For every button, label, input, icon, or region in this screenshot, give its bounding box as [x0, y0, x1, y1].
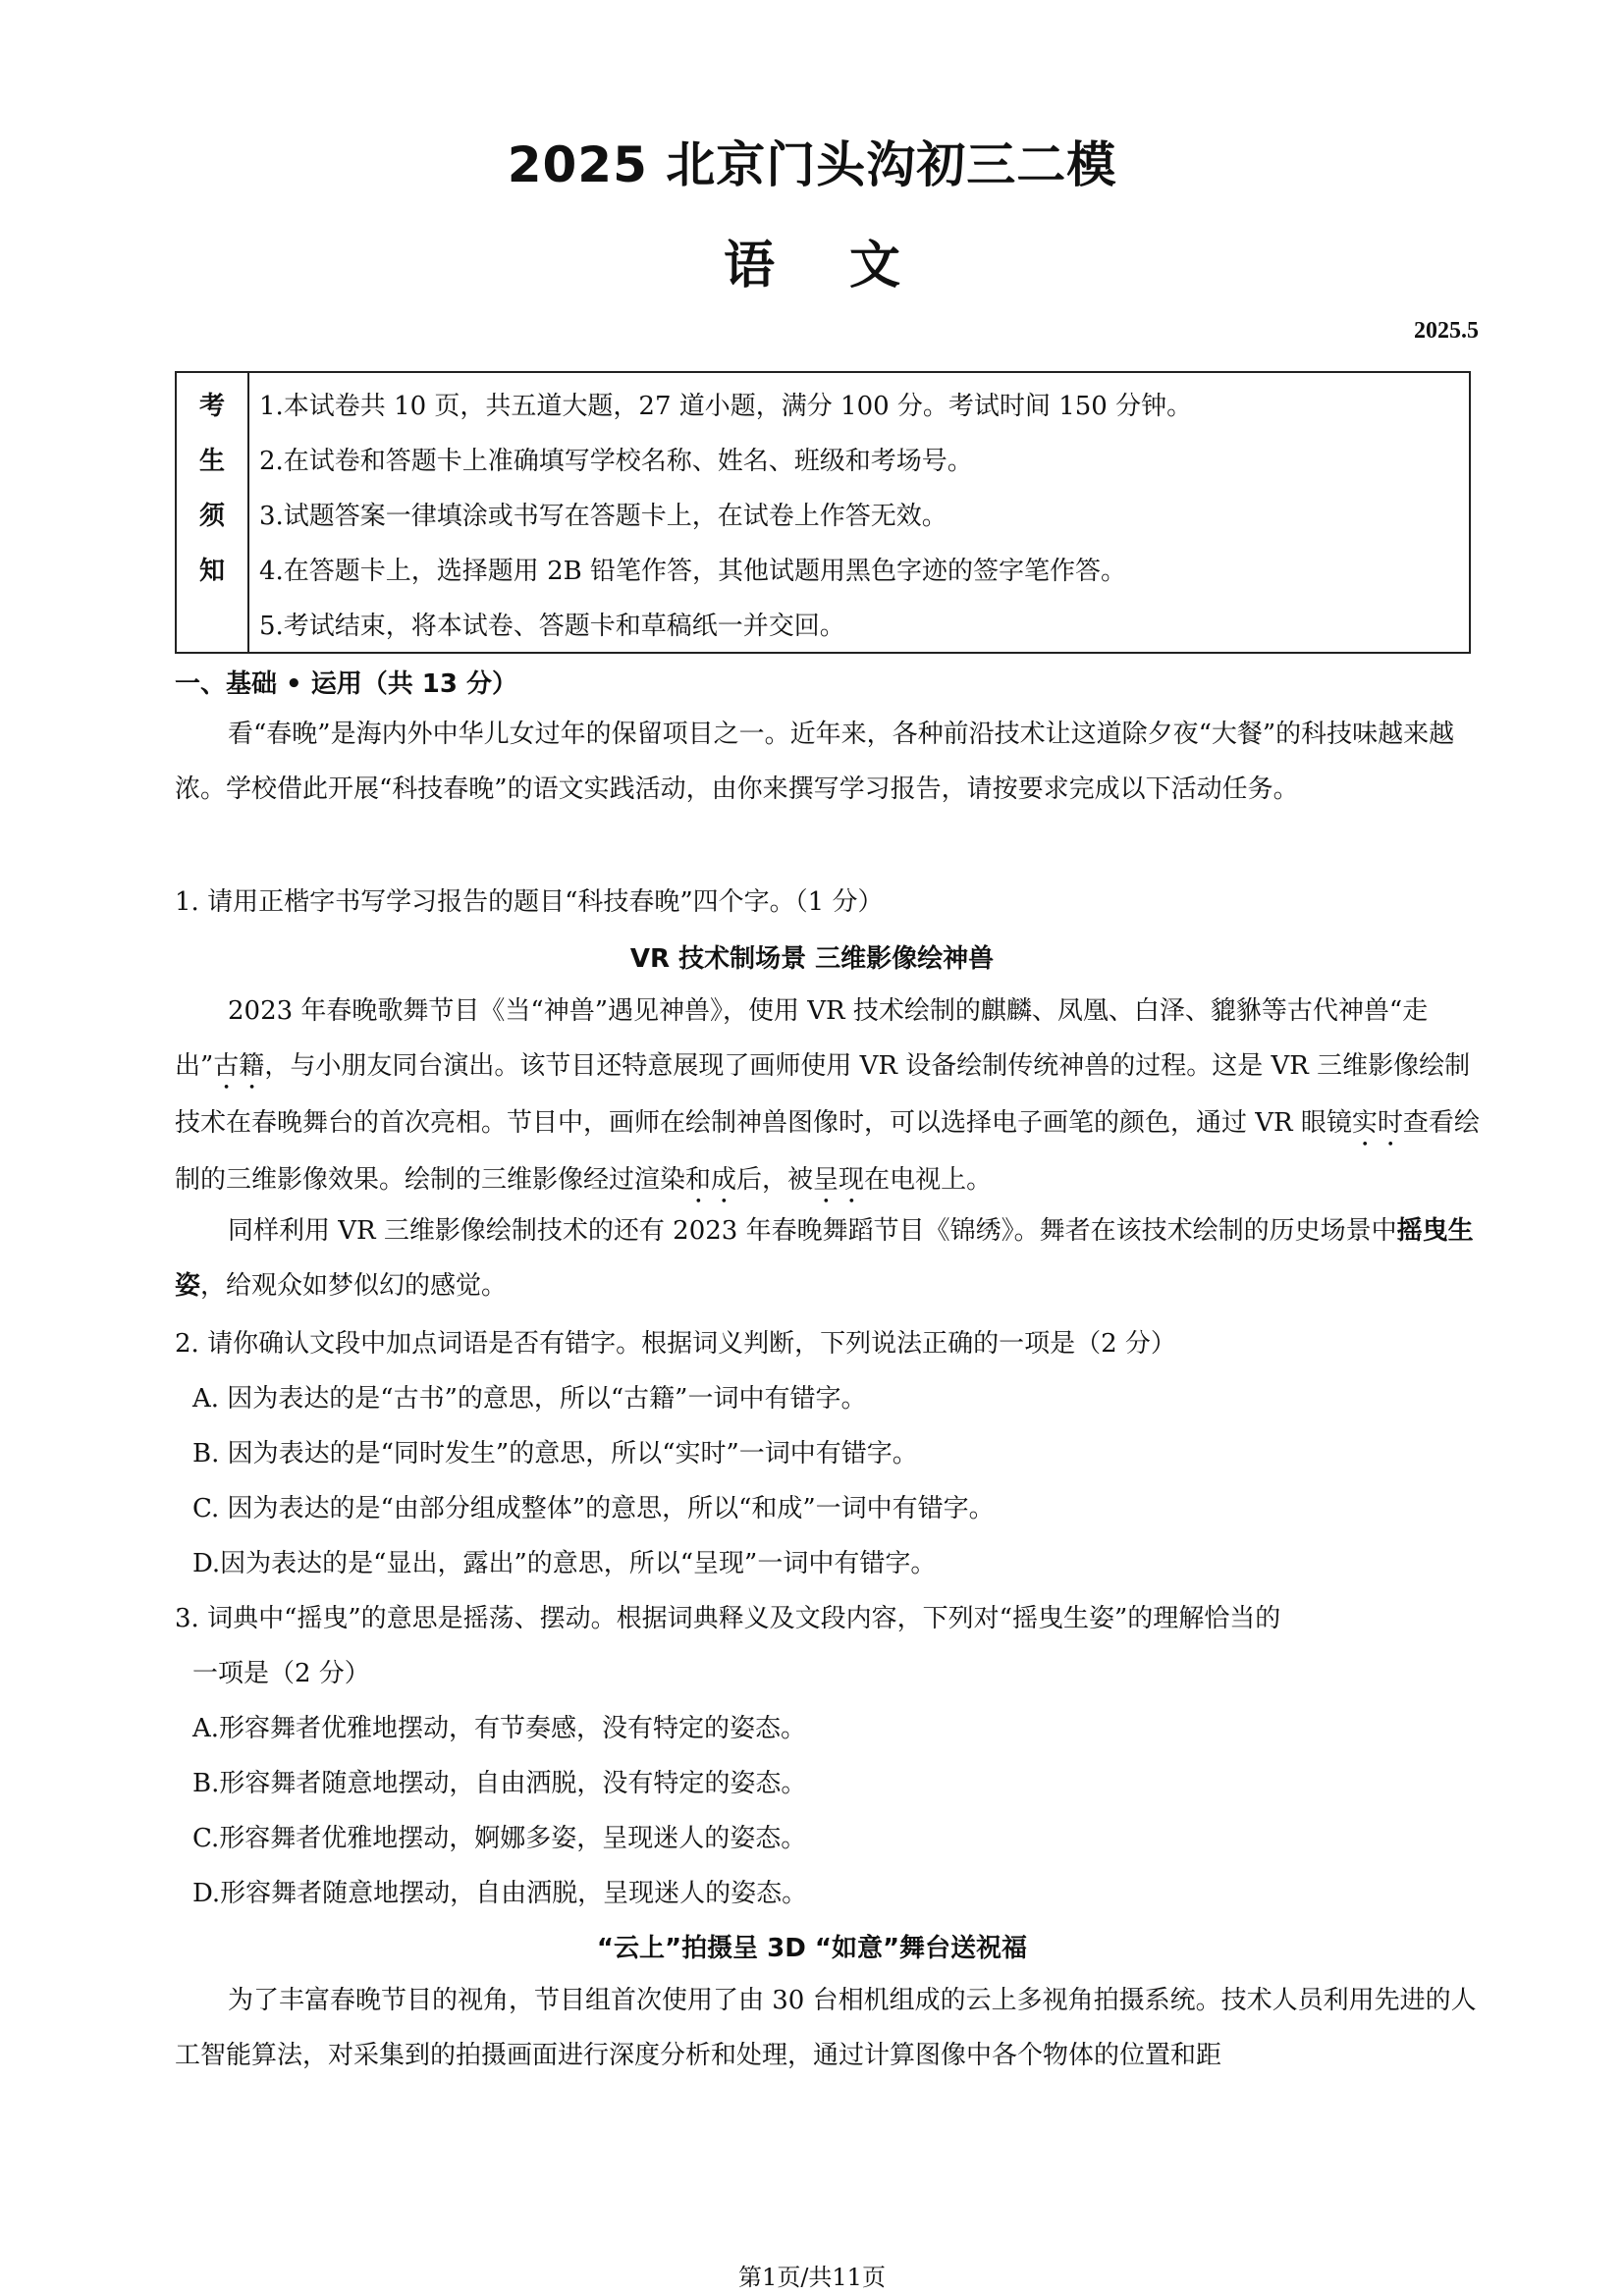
- dotted-word-hecheng: 和成: [685, 1165, 737, 1195]
- passage-text: 查看绘制的三维影像效果。绘制的三维影像经过渲染: [175, 1108, 1480, 1195]
- notice-items: [249, 373, 1469, 652]
- notice-item: 4.在答题卡上，选择题用 2B 铅笔作答，其他试题用黑色字迹的签字笔作答。: [259, 557, 1126, 586]
- notice-item: 5.考试结束，将本试卷、答题卡和草稿纸一并交回。: [259, 612, 845, 641]
- passage1-paragraph2: [175, 1203, 1481, 1313]
- subject-title: 语文: [723, 237, 975, 295]
- exam-notice-box: [175, 371, 1471, 654]
- q2-option-d: D.因为表达的是“显出，露出”的意思，所以“呈现”一词中有错字。: [192, 1549, 937, 1578]
- passage-text: ，与小朋友同台演出。该节目还特意展现了画师使用 VR 设备绘制传统神兽的过程。这是 VR 三维影像绘制技术在春晚舞台的首次亮相。节目中，画师在绘制神兽图像时，可以选择电子画笔的颜色，通过 VR 眼镜: [175, 1051, 1471, 1138]
- q2-option-c: C. 因为表达的是“由部分组成整体”的意思，所以“和成”一词中有错字。: [192, 1494, 995, 1523]
- question-1: 1. 请用正楷字书写学习报告的题目“科技春晚”四个字。（1 分）: [175, 887, 884, 917]
- notice-item: 2.在试卷和答题卡上准确填写学校名称、姓名、班级和考场号。: [259, 447, 973, 476]
- notice-item: 1.本试卷共 10 页，共五道大题，27 道小题，满分 100 分。考试时间 150 分钟。: [259, 392, 1193, 421]
- passage1-heading: VR 技术制场景 三维影像绘神兽: [629, 944, 995, 974]
- passage2-paragraph1: 为了丰富春晚节目的视角，节目组首次使用了由 30 台相机组成的云上多视角拍摄系统。技术人员利用先进的人工智能算法，对采集到的拍摄画面进行深度分析和处理，通过计算图像中各个物体的位置和距: [175, 1986, 1477, 2070]
- dotted-word-chengxian: 呈现: [813, 1165, 865, 1195]
- question-2-stem: 2. 请你确认文段中加点词语是否有错字。根据词义判断，下列说法正确的一项是（2 分）: [175, 1329, 1176, 1359]
- bold-word-yaoyeshengzi: 摇曳生姿: [175, 1216, 1474, 1301]
- q3-option-d: D.形容舞者随意地摆动，自由洒脱，呈现迷人的姿态。: [192, 1879, 808, 1908]
- section1-heading: 一、基础 • 运用（共 13 分）: [175, 669, 518, 699]
- page-footer: 第1页/共11页: [738, 2264, 886, 2291]
- passage1-paragraph1: [175, 984, 1481, 1209]
- q2-option-a: A. 因为表达的是“古书”的意思，所以“古籍”一词中有错字。: [192, 1384, 867, 1414]
- exam-date: 2025.5: [1414, 318, 1479, 344]
- q3-option-c: C.形容舞者优雅地摆动，婀娜多姿，呈现迷人的姿态。: [192, 1824, 807, 1853]
- notice-label-char: 须: [198, 502, 225, 531]
- question-3-stem-cont: 一项是（2 分）: [192, 1659, 370, 1688]
- passage-text: 后，被: [736, 1165, 814, 1195]
- q3-option-a: A.形容舞者优雅地摆动，有节奏感，没有特定的姿态。: [192, 1714, 807, 1743]
- dotted-word-guji: 古籍: [213, 1051, 265, 1081]
- notice-label-char: 考: [198, 392, 225, 421]
- passage-text: 同样利用 VR 三维影像绘制技术的还有 2023 年春晚舞蹈节目《锦绣》。舞者在该技术绘制的历史场景中: [228, 1216, 1397, 1246]
- notice-item: 3.试题答案一律填涂或书写在答题卡上，在试卷上作答无效。: [259, 502, 947, 531]
- notice-label: [177, 373, 249, 652]
- passage-text: 2023 年春晚歌舞节目《当“神兽”遇见神兽》，使用 VR 技术绘制的麒麟、凤凰、白泽、貔貅等古代神兽“走出”: [175, 996, 1429, 1081]
- passage-text: 在电视上。: [864, 1165, 993, 1195]
- notice-label-char: 生: [198, 447, 225, 476]
- notice-label-char: 知: [198, 557, 225, 586]
- q3-option-b: B.形容舞者随意地摆动，自由洒脱，没有特定的姿态。: [192, 1769, 807, 1798]
- dotted-word-shishi: 实时: [1351, 1108, 1403, 1138]
- passage-text: ，给观众如梦似幻的感觉。: [200, 1271, 508, 1301]
- question-3-stem: 3. 词典中“摇曳”的意思是摇荡、摆动。根据词典释义及文段内容，下列对“摇曳生姿”的理解恰当的: [175, 1604, 1281, 1633]
- exam-title: 2025 北京门头沟初三二模: [507, 136, 1117, 193]
- q2-option-b: B. 因为表达的是“同时发生”的意思，所以“实时”一词中有错字。: [192, 1439, 918, 1468]
- section1-intro: 看“春晚”是海内外中华儿女过年的保留项目之一。近年来，各种前沿技术让这道除夕夜“大餐”的科技味越来越浓。学校借此开展“科技春晚”的语文实践活动，由你来撰写学习报告，请按要求完成以下活动任务。: [175, 720, 1455, 804]
- passage2-heading: “云上”拍摄呈 3D “如意”舞台送祝福: [596, 1934, 1028, 1963]
